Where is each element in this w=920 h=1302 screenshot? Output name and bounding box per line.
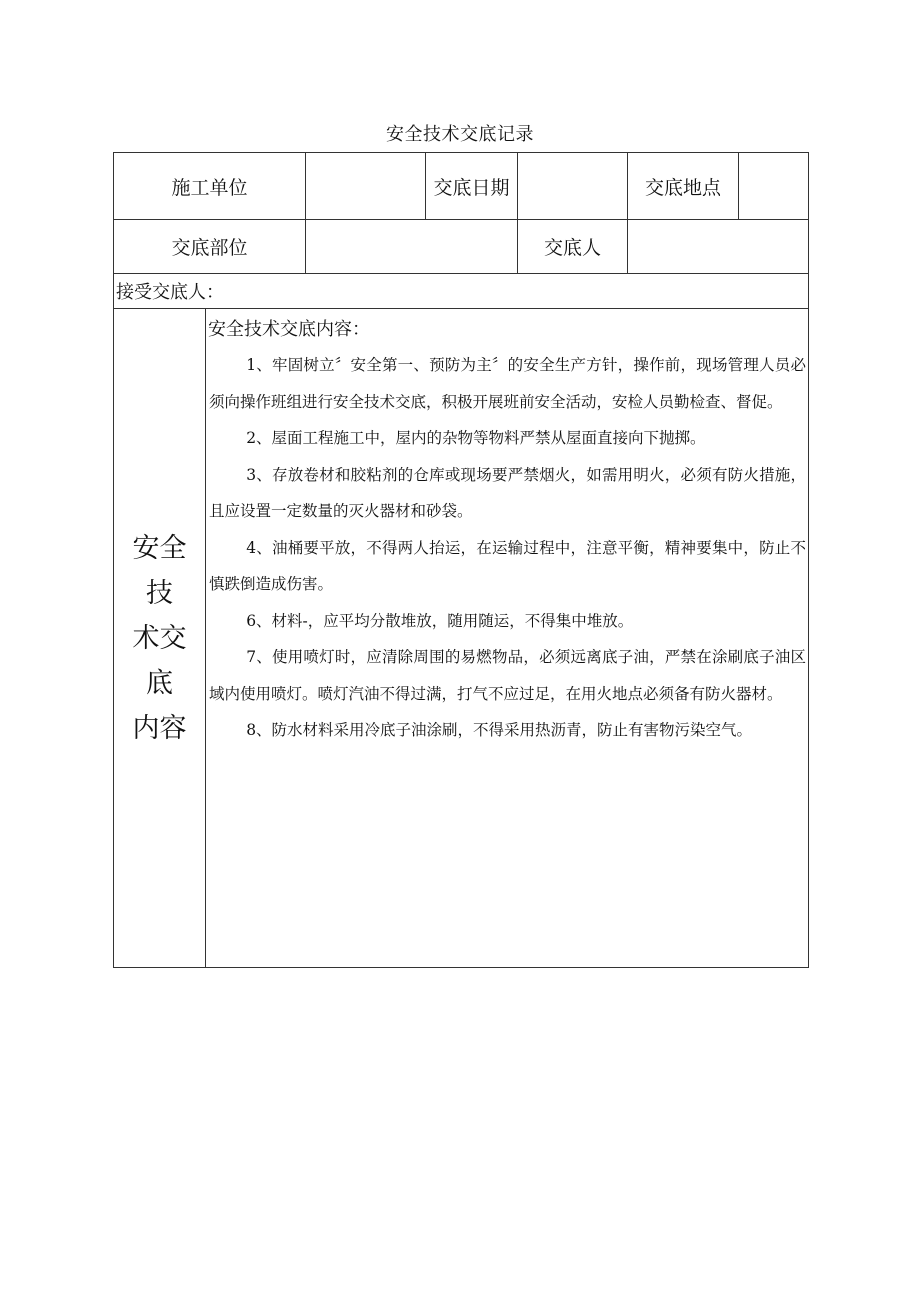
- disclosure-date-label: 交底日期: [426, 153, 518, 220]
- content-paragraph: 4、油桶要平放，不得两人抬运，在运输过程中，注意平衡，精神要集中，防止不慎跌倒造成伤害。: [209, 538, 807, 593]
- discloser-field[interactable]: [628, 220, 809, 274]
- content-paragraph: 7、使用喷灯时，应清除周围的易燃物品，必须远离底子油，严禁在涂刷底子油区域内使用喷灯。喷灯汽油不得过满，打气不应过足，在用火地点必须备有防火器材。: [209, 648, 807, 703]
- content-paragraph: 6、材料-，应平均分散堆放，随用随运，不得集中堆放。: [246, 611, 634, 630]
- disclosure-place-field[interactable]: [739, 153, 808, 219]
- content-paragraph: 8、防水材料采用冷底子油涂刷，不得采用热沥青，防止有害物污染空气。: [246, 721, 753, 739]
- content-paragraph: 2、屋面工程施工中，屋内的杂物等物料严禁从屋面直接向下抛掷。: [246, 429, 706, 447]
- side-label-line: 术交底: [132, 622, 187, 699]
- header-row-2: [114, 220, 809, 274]
- content-heading: 安全技术交底内容：: [208, 319, 370, 340]
- disclosure-date-field[interactable]: [518, 153, 628, 220]
- content-paragraph: 1、牢固树立〞安全第一、预防为主〞的安全生产方针，操作前，现场管理人员必须向操作班组进行安全技术交底，积极开展班前安全活动，安检人员勤检查、督促。: [209, 356, 807, 411]
- construction-unit-field[interactable]: [306, 153, 426, 220]
- side-label-line: 内容: [132, 712, 187, 744]
- disclosure-record-table: [113, 152, 809, 968]
- content-body: [206, 309, 809, 968]
- construction-unit-label: 施工单位: [114, 153, 306, 220]
- receiver-row: [114, 274, 809, 309]
- disclosure-part-label: 交底部位: [114, 220, 306, 274]
- disclosure-part-field[interactable]: [306, 220, 518, 274]
- content-paragraph: 3、存放卷材和胶粘剂的仓库或现场要严禁烟火，如需用明火，必须有防火措施，且应设置一定数量的灭火器材和砂袋。: [209, 465, 807, 520]
- document-title: 安全技术交底记录: [386, 124, 534, 145]
- content-side-label: [114, 309, 206, 968]
- header-row-1: [114, 153, 809, 220]
- disclosure-place-group: [628, 153, 809, 220]
- receiver-label[interactable]: 接受交底人：: [114, 274, 809, 309]
- side-label-line: 安全技: [132, 532, 187, 609]
- discloser-label: 交底人: [518, 220, 628, 274]
- content-row: [114, 309, 809, 968]
- disclosure-place-label: 交底地点: [628, 153, 739, 219]
